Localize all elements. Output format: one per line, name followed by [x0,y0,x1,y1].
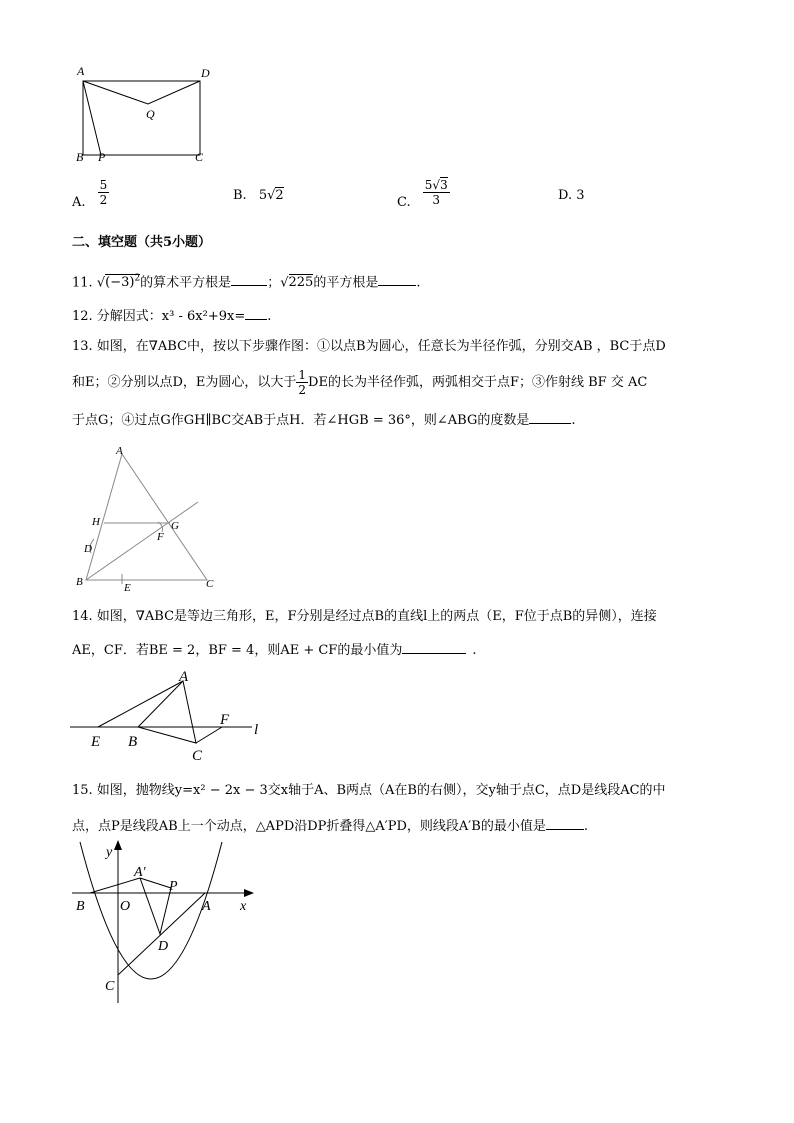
question-11 [72,270,420,292]
y-axis-arrow-icon [114,840,122,850]
sqrt-icon: √ [96,275,106,291]
option-b[interactable] [233,188,284,203]
q14-figure [70,664,270,764]
q11-radicand [105,274,140,290]
sqrt-icon: √ [267,188,276,203]
label-f: F [220,712,230,728]
q11-separator: ； [267,275,281,291]
label-b: B [76,150,84,164]
label-x: x [240,899,247,914]
q11-blank-2[interactable] [378,272,416,286]
label-c: C [206,578,214,590]
q11-text2: 的平方根是 [313,275,379,291]
q13-line3a: 于点G；④过点G作GH∥BC交AB于点H．若∠HGB = 36°，则∠ABG的度数是 [72,413,530,428]
q11-text1: 的算术平方根是 [140,275,232,291]
label-a-prime: A′ [134,865,146,880]
label-c: C [195,150,204,164]
segment-a1b [90,878,140,893]
q13-half-den: 2 [298,383,307,397]
q13-line2a: 和E；②分别以点D，E为圆心，以大于 [72,375,297,390]
label-a: A [77,64,85,78]
q13-line2b: DE的长为半径作弧，两弧相交于点F；③作射线 BF 交 AC [308,375,648,390]
option-a-letter: A. [72,195,86,210]
triangle-abc [138,681,196,743]
label-d: D [84,543,92,555]
q13-half-fraction [296,368,308,397]
option-c-letter: C. [397,195,411,210]
sqrt-icon: √ [280,275,289,291]
q13-line-3 [72,410,575,430]
section-title: 二、填空题（共5小题） [72,235,212,250]
q12-end: . [267,309,272,324]
label-b: B [76,899,85,914]
option-a-denominator: 2 [99,193,108,207]
sqrt-icon: √ [432,178,441,192]
segment-ae [98,681,183,727]
q14-line-2 [72,640,476,660]
q13-blank[interactable] [529,410,571,424]
option-b-coef: 5 [258,188,268,203]
label-f: F [157,531,164,543]
q15-line-2 [72,816,588,836]
x-axis-arrow-icon [244,889,254,897]
q14-line-1: 14. 如图，∇ABC是等边三角形，E，F分别是经过点B的直线l上的两点（E，F位于点B的异侧），连接 [72,609,657,624]
question-12 [72,306,271,326]
label-e: E [91,734,101,750]
label-p: P [98,150,106,164]
label-c: C [192,748,203,764]
q13-figure [70,440,220,595]
q15-blank[interactable] [546,816,584,830]
label-o: O [120,899,131,914]
option-c-numerator [423,178,450,193]
q10-figure [70,60,230,170]
option-a-numerator: 5 [99,178,108,192]
q15-line2a: 点，点P是线段AB上一个动点，△APD沿DP折叠得△A′PD，则线段A′B的最小值是 [72,819,546,834]
q12-text: 12. 分解因式：x³ - 6x²+9x= [72,309,246,324]
triangle-abc [86,454,207,580]
q13-line-2 [72,368,647,397]
option-d-text: D. 3 [558,188,585,203]
segment-cf [196,727,222,743]
segment-ap [83,81,101,155]
parabola [80,842,222,979]
q11-blank-1[interactable] [231,272,267,286]
q13-half-num: 1 [298,368,307,382]
label-d: D [158,939,169,954]
q12-blank[interactable] [245,306,267,320]
q14-end: . [472,643,477,658]
q13-line-1: 13. 如图，在∇ABC中，按以下步骤作图：①以点B为圆心，任意长为半径作弧，分别交AB ，BC于点D [72,339,666,354]
label-a: A [202,899,211,914]
label-b: B [128,734,138,750]
label-e: E [124,582,131,594]
q15-figure [68,838,258,1008]
option-c-fraction [423,178,450,207]
label-c: C [105,979,115,994]
q15-end: . [583,819,588,834]
q15-line-1: 15. 如图，抛物线y=x² − 2x − 3交x轴于A、B两点（A在B的右侧），交y轴于点C，点D是线段AC的中 [72,783,666,798]
label-q: Q [146,107,155,121]
label-h: H [92,516,100,528]
q11-exponent: 2 [134,274,141,284]
option-c-radicand: 3 [440,178,448,192]
q11-expr1: (−3) [105,275,135,291]
q11-expr2: 225 [288,275,314,291]
label-d: D [201,66,210,80]
option-b-letter: B. [233,188,247,203]
option-c-coef: 5 [424,178,433,192]
option-c-denominator: 3 [432,193,441,207]
label-b: B [76,576,83,588]
option-a[interactable] [72,178,109,210]
label-a: A [116,445,123,457]
q14-line2a: AE，CF．若BE = 2，BF = 4，则AE + CF的最小值为 [72,643,403,658]
label-l: l [254,722,259,738]
segments-aqd [83,81,200,104]
option-d[interactable] [558,188,585,203]
label-g: G [171,520,179,532]
q13-end: . [571,413,576,428]
option-c[interactable] [397,178,450,210]
q11-number: 11. [72,275,93,291]
q11-end: . [416,275,421,291]
label-y: y [106,845,113,860]
q14-blank[interactable] [402,640,466,654]
rectangle-abcd [83,81,200,155]
label-p: P [169,879,178,894]
option-a-fraction [98,178,110,207]
option-b-radicand: 2 [275,188,284,203]
triangle-a1pd [140,878,171,934]
label-a: A [179,669,189,685]
